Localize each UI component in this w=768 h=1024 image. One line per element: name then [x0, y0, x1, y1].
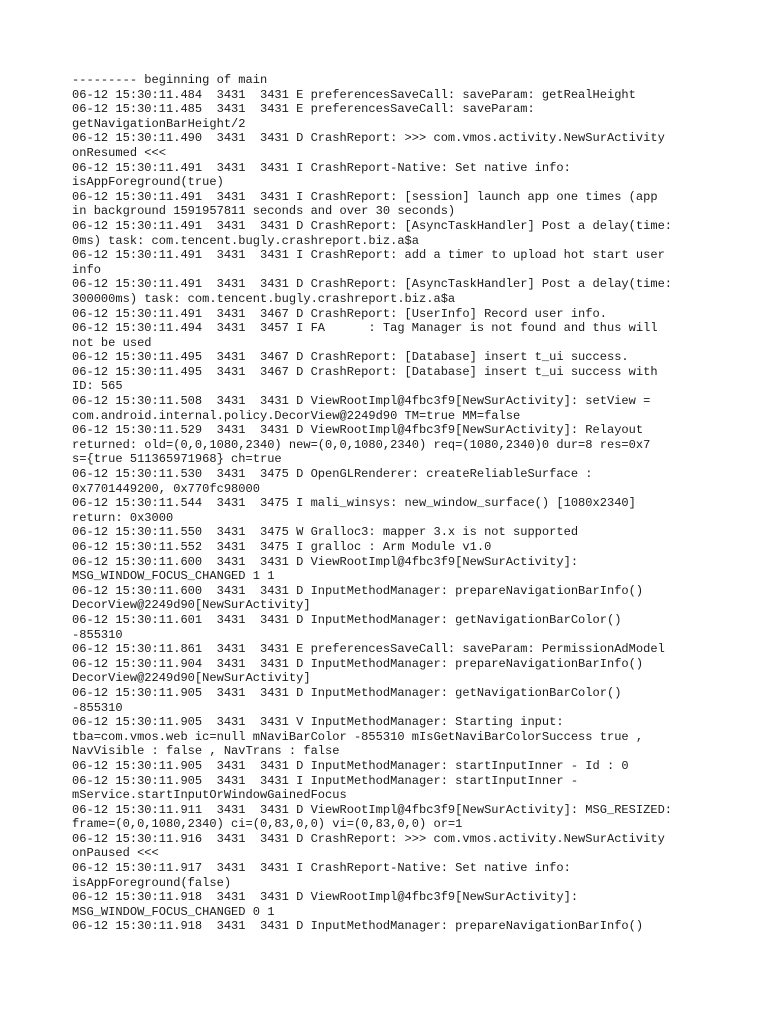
log-line: MSG_WINDOW_FOCUS_CHANGED 1 1: [72, 569, 275, 584]
log-line: 06-12 15:30:11.600 3431 3431 D ViewRootImpl@4fbc3f9[NewSurActivity]:: [72, 554, 579, 569]
log-line: isAppForeground(false): [72, 875, 232, 890]
log-line: 06-12 15:30:11.529 3431 3431 D ViewRootImpl@4fbc3f9[NewSurActivity]: Relayout: [72, 423, 644, 438]
log-line: 06-12 15:30:11.491 3431 3431 I CrashReport: add a timer to upload hot start user: [72, 248, 665, 263]
log-line: DecorView@2249d90[NewSurActivity]: [72, 671, 311, 686]
log-line: onPaused <<<: [72, 846, 159, 861]
log-line: NavVisible : false , NavTrans : false: [72, 744, 340, 759]
log-line: returned: old=(0,0,1080,2340) new=(0,0,1080,2340) req=(1080,2340)0 dur=8 res=0x7: [72, 437, 651, 452]
log-line: onResumed <<<: [72, 145, 166, 160]
log-line: tba=com.vmos.web ic=null mNaviBarColor -855310 mIsGetNaviBarColorSuccess true ,: [72, 729, 644, 744]
log-line: MSG_WINDOW_FOCUS_CHANGED 0 1: [72, 904, 275, 919]
log-line: 06-12 15:30:11.861 3431 3431 E preferencesSaveCall: saveParam: PermissionAdModel: [72, 642, 665, 657]
log-line: 06-12 15:30:11.491 3431 3467 D CrashReport: [UserInfo] Record user info.: [72, 306, 607, 321]
log-line: 0ms) task: com.tencent.bugly.crashreport.biz.a$a: [72, 233, 420, 248]
log-line: 06-12 15:30:11.495 3431 3467 D CrashReport: [Database] insert t_ui success.: [72, 350, 629, 365]
log-line: ID: 565: [72, 379, 123, 394]
log-output: [72, 73, 700, 934]
log-line: not be used: [72, 335, 152, 350]
log-line: mService.startInputOrWindowGainedFocus: [72, 788, 347, 803]
log-line: 06-12 15:30:11.905 3431 3431 D InputMethodManager: getNavigationBarColor(): [72, 685, 622, 700]
log-line: 06-12 15:30:11.491 3431 3431 D CrashReport: [AsyncTaskHandler] Post a delay(time:: [72, 218, 673, 233]
log-line: -855310: [72, 700, 123, 715]
log-line: 06-12 15:30:11.905 3431 3431 V InputMethodManager: Starting input:: [72, 715, 564, 730]
log-line: -855310: [72, 627, 123, 642]
log-line: 06-12 15:30:11.905 3431 3431 I InputMethodManager: startInputInner -: [72, 773, 579, 788]
log-line: 06-12 15:30:11.911 3431 3431 D ViewRootImpl@4fbc3f9[NewSurActivity]: MSG_RESIZED:: [72, 802, 673, 817]
log-line: 06-12 15:30:11.491 3431 3431 I CrashReport: [session] launch app one times (app: [72, 189, 658, 204]
log-line: s={true 511365971968} ch=true: [72, 452, 282, 467]
log-line: 06-12 15:30:11.491 3431 3431 I CrashReport-Native: Set native info:: [72, 160, 571, 175]
log-line: 06-12 15:30:11.905 3431 3431 D InputMethodManager: startInputInner - Id : 0: [72, 758, 629, 773]
log-line: 06-12 15:30:11.918 3431 3431 D ViewRootImpl@4fbc3f9[NewSurActivity]:: [72, 890, 579, 905]
log-line: 06-12 15:30:11.485 3431 3431 E preferencesSaveCall: saveParam:: [72, 102, 535, 117]
log-line: --------- beginning of main: [72, 73, 268, 87]
log-line: 06-12 15:30:11.484 3431 3431 E preferencesSaveCall: saveParam: getRealHeight: [72, 87, 636, 102]
log-line: getNavigationBarHeight/2: [72, 116, 246, 131]
log-line: 06-12 15:30:11.917 3431 3431 I CrashReport-Native: Set native info:: [72, 861, 571, 876]
log-line: 06-12 15:30:11.508 3431 3431 D ViewRootImpl@4fbc3f9[NewSurActivity]: setView =: [72, 394, 651, 409]
log-line: 06-12 15:30:11.904 3431 3431 D InputMethodManager: prepareNavigationBarInfo(): [72, 656, 644, 671]
log-line: 06-12 15:30:11.916 3431 3431 D CrashReport: >>> com.vmos.activity.NewSurActivity: [72, 831, 665, 846]
log-line: in background 1591957811 seconds and over 30 seconds): [72, 204, 456, 219]
log-line: DecorView@2249d90[NewSurActivity]: [72, 598, 311, 613]
log-line: 06-12 15:30:11.544 3431 3475 I mali_winsys: new_window_surface() [1080x2340]: [72, 496, 636, 511]
log-line: info: [72, 262, 101, 277]
log-line: 300000ms) task: com.tencent.bugly.crashreport.biz.a$a: [72, 291, 456, 306]
log-line: return: 0x3000: [72, 510, 174, 525]
log-line: frame=(0,0,1080,2340) ci=(0,83,0,0) vi=(0,83,0,0) or=1: [72, 817, 463, 832]
log-line: 06-12 15:30:11.600 3431 3431 D InputMethodManager: prepareNavigationBarInfo(): [72, 583, 644, 598]
log-line: 06-12 15:30:11.495 3431 3467 D CrashReport: [Database] insert t_ui success with: [72, 364, 658, 379]
log-line: 06-12 15:30:11.491 3431 3431 D CrashReport: [AsyncTaskHandler] Post a delay(time:: [72, 277, 673, 292]
log-line: 06-12 15:30:11.552 3431 3475 I gralloc : Arm Module v1.0: [72, 540, 492, 554]
log-line: isAppForeground(true): [72, 175, 224, 190]
log-line: 06-12 15:30:11.550 3431 3475 W Gralloc3: mapper 3.x is not supported: [72, 525, 579, 540]
log-line: 06-12 15:30:11.530 3431 3475 D OpenGLRenderer: createReliableSurface :: [72, 467, 593, 482]
log-line: 06-12 15:30:11.490 3431 3431 D CrashReport: >>> com.vmos.activity.NewSurActivity: [72, 131, 665, 146]
log-line: com.android.internal.policy.DecorView@2249d90 TM=true MM=false: [72, 408, 521, 423]
log-line: 06-12 15:30:11.601 3431 3431 D InputMethodManager: getNavigationBarColor(): [72, 612, 622, 627]
log-line: 06-12 15:30:11.494 3431 3457 I FA : Tag Manager is not found and thus will: [72, 321, 658, 336]
log-line: 0x7701449200, 0x770fc98000: [72, 481, 260, 496]
log-line: 06-12 15:30:11.918 3431 3431 D InputMethodManager: prepareNavigationBarInfo(): [72, 919, 644, 934]
